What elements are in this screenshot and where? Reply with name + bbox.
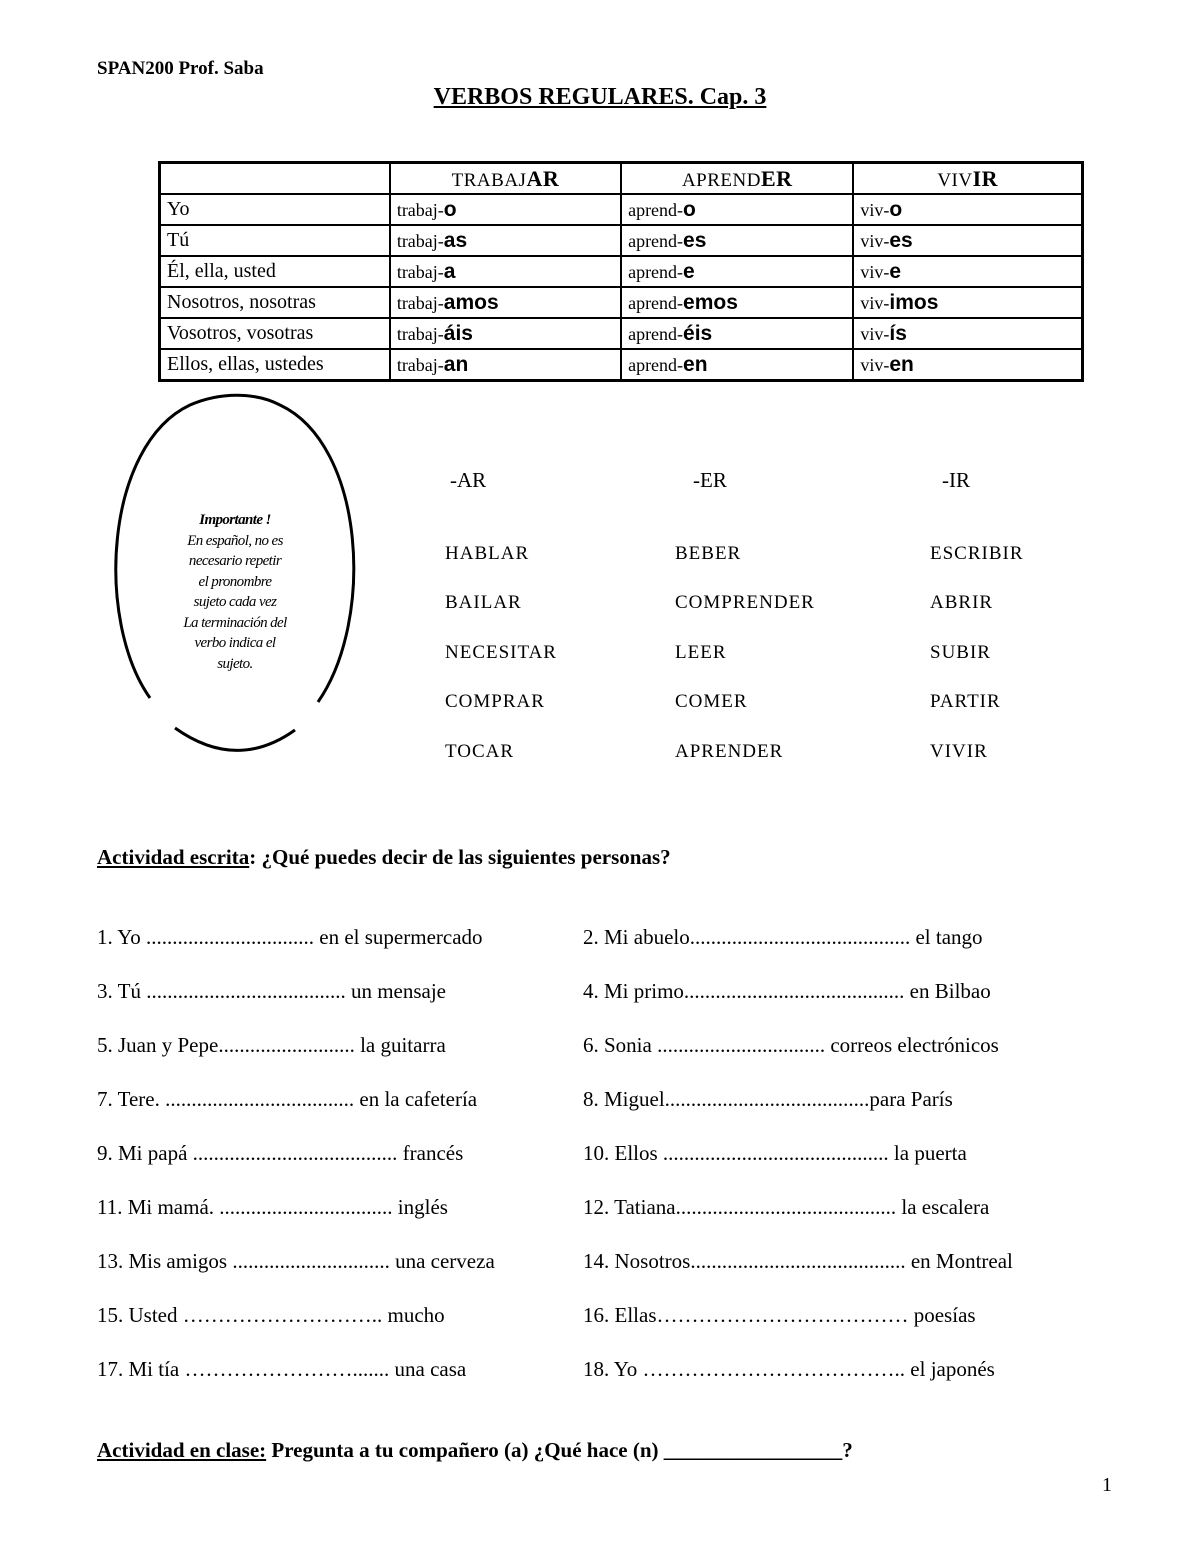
conjugation-cell: viv-imos xyxy=(853,287,1082,318)
exercise-item: 5. Juan y Pepe.......................... la guitarra xyxy=(97,1033,446,1057)
exercise-item: 1. Yo ................................ en el supermercado xyxy=(97,925,483,949)
table-row xyxy=(160,318,1083,349)
exercise-item: 10. Ellos ........................................... la puerta xyxy=(583,1141,967,1165)
er-heading: -ER xyxy=(693,468,727,492)
exercise-item: 8. Miguel.......................................para París xyxy=(583,1087,953,1111)
column-header-aprender: APRENDER xyxy=(621,163,853,195)
exercise-item: 6. Sonia ................................ correos electrónicos xyxy=(583,1033,999,1057)
verb-item: BAILAR xyxy=(445,592,522,613)
verb-item: HABLAR xyxy=(445,543,530,564)
note-line: En español, no es xyxy=(187,532,283,549)
conjugation-cell: aprend-emos xyxy=(621,287,853,318)
conjugation-cell: trabaj-áis xyxy=(390,318,621,349)
table-row xyxy=(160,287,1083,318)
table-row xyxy=(160,256,1083,287)
table-row xyxy=(160,349,1083,381)
exercise-item: 12. Tatiana.......................................... la escalera xyxy=(583,1195,990,1219)
conjugation-cell: trabaj-as xyxy=(390,225,621,256)
conjugation-cell: viv-o xyxy=(853,194,1082,225)
note-line: verbo indica el xyxy=(194,635,276,651)
note-line: necesario repetir xyxy=(188,553,282,569)
exercise-item: 7. Tere. .................................... en la cafetería xyxy=(97,1087,478,1111)
page-title: VERBOS REGULARES. Cap. 3 xyxy=(433,84,767,110)
exercise-item: 18. Yo ……………………………….. el japonés xyxy=(583,1357,995,1381)
conjugation-cell: aprend-o xyxy=(621,194,853,225)
pronoun-cell: Tú xyxy=(160,225,390,256)
column-header-trabajar: TRABAJAR xyxy=(390,163,621,195)
table-corner-cell xyxy=(160,163,390,195)
conjugation-cell: aprend-es xyxy=(621,225,853,256)
page-number: 1 xyxy=(1102,1474,1112,1496)
important-note xyxy=(140,510,330,674)
exercise-item: 3. Tú ...................................... un mensaje xyxy=(97,979,447,1003)
verb-item: NECESITAR xyxy=(445,642,557,663)
conjugation-cell: trabaj-amos xyxy=(390,287,621,318)
conjugation-cell: aprend-en xyxy=(621,349,853,381)
ir-heading: -IR xyxy=(942,468,970,492)
conjugation-cell: viv-en xyxy=(853,349,1082,381)
conjugation-cell: trabaj-o xyxy=(390,194,621,225)
column-header-vivir: VIVIR xyxy=(853,163,1082,195)
exercise-item: 13. Mis amigos .............................. una cerveza xyxy=(97,1249,495,1273)
conjugation-cell: aprend-e xyxy=(621,256,853,287)
verb-item: ESCRIBIR xyxy=(930,543,1024,564)
table-row xyxy=(160,225,1083,256)
conjugation-cell: viv-ís xyxy=(853,318,1082,349)
table-row xyxy=(160,194,1083,225)
note-line: La terminación del xyxy=(183,614,287,631)
pronoun-cell: Yo xyxy=(160,194,390,225)
note-line: el pronombre xyxy=(198,573,272,590)
exercise-item: 11. Mi mamá. ................................. inglés xyxy=(97,1195,448,1219)
conjugation-cell: trabaj-a xyxy=(390,256,621,287)
verb-item: LEER xyxy=(675,642,727,663)
conjugation-cell: trabaj-an xyxy=(390,349,621,381)
pronoun-cell: Vosotros, vosotras xyxy=(160,318,390,349)
pronoun-cell: Nosotros, nosotras xyxy=(160,287,390,318)
note-heading: Importante ! xyxy=(199,512,271,528)
conjugation-cell: aprend-éis xyxy=(621,318,853,349)
verb-item: SUBIR xyxy=(930,642,991,663)
conjugation-table xyxy=(158,161,1084,382)
written-activity-heading: Actividad escrita: ¿Qué puedes decir de las siguientes personas? xyxy=(97,845,671,869)
ar-heading: -AR xyxy=(450,468,487,492)
note-line: sujeto cada vez xyxy=(193,594,277,610)
course-header: SPAN200 Prof. Saba xyxy=(97,58,264,79)
verb-item: COMPRAR xyxy=(445,691,545,712)
note-line: sujeto. xyxy=(217,655,253,672)
exercise-item: 14. Nosotros......................................... en Montreal xyxy=(583,1249,1013,1273)
verb-item: TOCAR xyxy=(445,741,515,762)
table-header-row xyxy=(160,163,1083,195)
verb-item: APRENDER xyxy=(675,741,784,762)
exercise-item: 15. Usted ……………………….. mucho xyxy=(97,1303,445,1327)
pronoun-cell: Él, ella, usted xyxy=(160,256,390,287)
conjugation-cell: viv-es xyxy=(853,225,1082,256)
class-activity-heading: Actividad en clase: Pregunta a tu compañero (a) ¿Qué hace (n) _________________? xyxy=(97,1438,853,1462)
verb-item: ABRIR xyxy=(930,592,994,613)
exercise-item: 17. Mi tía ……………………....... una casa xyxy=(97,1357,467,1381)
exercise-item: 16. Ellas……………………………… poesías xyxy=(583,1303,976,1327)
verb-item: BEBER xyxy=(675,543,742,564)
conjugation-cell: viv-e xyxy=(853,256,1082,287)
verb-item: PARTIR xyxy=(930,691,1001,712)
verb-item: COMPRENDER xyxy=(675,592,815,613)
verb-item: VIVIR xyxy=(930,741,988,762)
exercise-item: 9. Mi papá ....................................... francés xyxy=(97,1141,464,1165)
exercise-item: 4. Mi primo.......................................... en Bilbao xyxy=(583,979,991,1003)
verb-item: COMER xyxy=(675,691,748,712)
exercise-item: 2. Mi abuelo.......................................... el tango xyxy=(583,925,983,949)
pronoun-cell: Ellos, ellas, ustedes xyxy=(160,349,390,381)
